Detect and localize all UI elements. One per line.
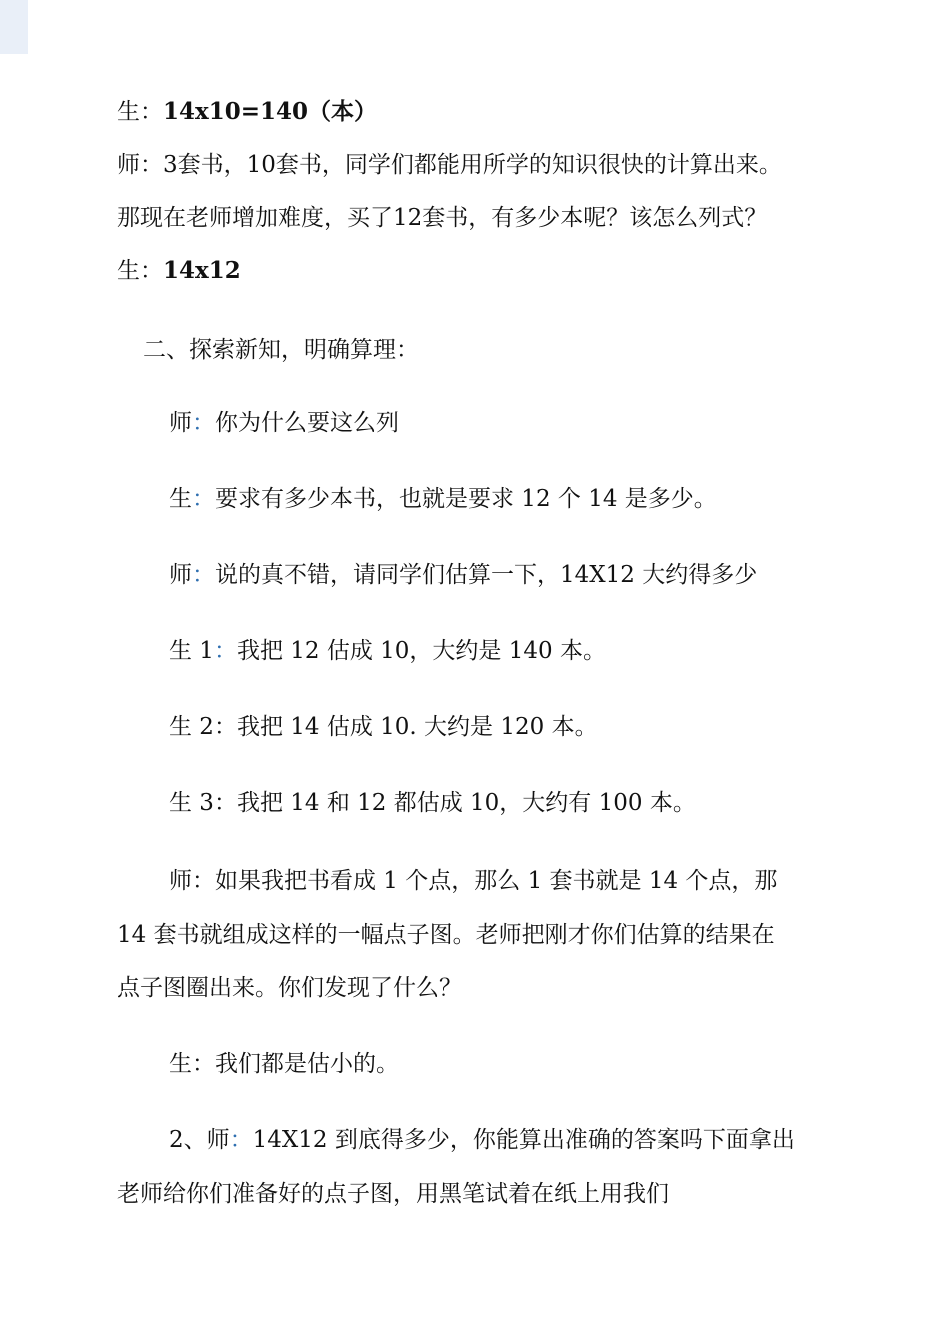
colon: ：	[140, 258, 163, 284]
colon: ：	[192, 562, 215, 588]
speaker-label: 师	[117, 152, 140, 178]
line-text: 我把 14 估成 10. 大约是 120 本。	[236, 714, 598, 740]
line-text: 14x10=140（本）	[163, 98, 378, 125]
colon: ：	[229, 1127, 253, 1153]
colon: ：	[140, 99, 163, 125]
dialogue-line	[169, 788, 696, 818]
dialogue-line	[117, 973, 462, 1003]
dialogue-line	[169, 1125, 795, 1155]
dialogue-line	[117, 1179, 669, 1209]
colon: ：	[192, 486, 215, 512]
speaker-label: 师	[169, 868, 192, 894]
colon: ：	[213, 638, 237, 664]
colon: ：	[192, 410, 215, 436]
speaker-label: 生	[117, 99, 140, 125]
speaker-label: 师	[169, 410, 192, 436]
line-text: 我把 12 估成 10，大约是 140 本。	[236, 638, 606, 664]
colon: ：	[140, 152, 163, 178]
speaker-label: 2、师	[169, 1127, 230, 1153]
dialogue-line	[169, 866, 777, 896]
line-text: 14 套书就组成这样的一幅点子图。老师把刚才你们估算的结果在	[117, 922, 775, 948]
dialogue-line	[169, 408, 399, 438]
dialogue-line	[169, 712, 598, 742]
speaker-label: 生	[169, 486, 192, 512]
section-heading-text: 二、探索新知，明确算理：	[143, 337, 419, 363]
colon: ：	[192, 1051, 215, 1077]
dialogue-line	[169, 560, 757, 590]
line-text: 14x12	[163, 257, 241, 284]
speaker-label: 生 3	[169, 790, 214, 816]
line-text: 那现在老师增加难度，买了12套书，有多少本呢？该怎么列式？	[117, 205, 768, 231]
page-corner-mark	[0, 0, 28, 54]
line-text: 我把 14 和 12 都估成 10，大约有 100 本。	[236, 790, 696, 816]
line-text: 点子图圈出来。你们发现了什么？	[117, 975, 462, 1001]
line-text: 你为什么要这么列	[215, 410, 399, 436]
dialogue-line	[169, 484, 717, 514]
line-text: 说的真不错，请同学们估算一下，14X12 大约得多少	[215, 562, 758, 588]
line-text: 14X12 到底得多少，你能算出准确的答案吗下面拿出	[252, 1127, 795, 1153]
line-text: 3套书，10套书，同学们都能用所学的知识很快的计算出来。	[163, 152, 782, 178]
dialogue-line	[117, 150, 782, 180]
colon: ：	[192, 868, 215, 894]
dialogue-line	[117, 256, 241, 286]
dialogue-line	[169, 636, 606, 666]
line-text: 我们都是估小的。	[215, 1051, 399, 1077]
speaker-label: 师	[169, 562, 192, 588]
line-text: 如果我把书看成 1 个点，那么 1 套书就是 14 个点，那	[215, 868, 778, 894]
colon: ：	[213, 714, 237, 740]
speaker-label: 生	[117, 258, 140, 284]
dialogue-line	[169, 1049, 399, 1079]
speaker-label: 生	[169, 1051, 192, 1077]
line-text: 要求有多少本书，也就是要求 12 个 14 是多少。	[215, 486, 717, 512]
speaker-label: 生 2	[169, 714, 214, 740]
section-heading	[143, 335, 419, 365]
line-text: 老师给你们准备好的点子图，用黑笔试着在纸上用我们	[117, 1181, 669, 1207]
dialogue-line	[117, 920, 775, 950]
speaker-label: 生 1	[169, 638, 214, 664]
colon: ：	[213, 790, 237, 816]
dialogue-line	[117, 203, 767, 233]
dialogue-line	[117, 97, 377, 127]
